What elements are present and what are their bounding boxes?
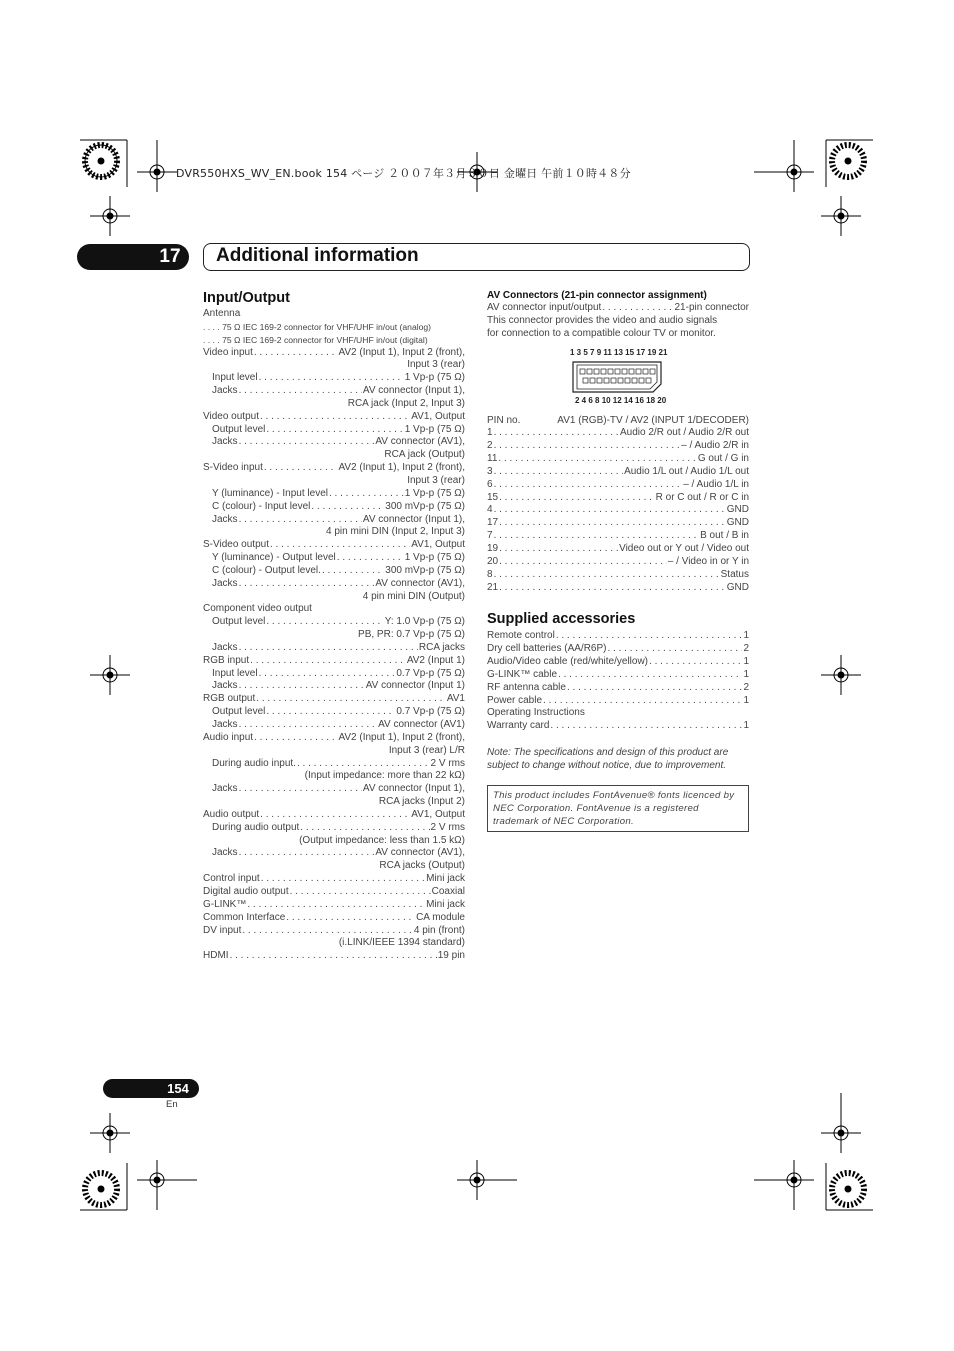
dot-leader [494, 504, 726, 517]
dot-leader [494, 440, 681, 453]
av-connectors-heading: AV Connectors (21-pin connector assignment) [487, 290, 707, 301]
dot-leader [259, 668, 396, 681]
dot-leader [337, 552, 404, 565]
pin-row [487, 440, 749, 453]
dot-leader [264, 462, 338, 475]
spec-row [203, 462, 465, 475]
spec-label: During audio input. [212, 757, 296, 769]
spec-value: 0.7 Vp-p (75 Ω) [396, 667, 465, 679]
av-connector-intro-value: 21-pin connector [674, 302, 749, 313]
spec-value: Y: 1.0 Vp-p (75 Ω) [384, 616, 465, 628]
spec-continuation: 4 pin mini DIN (Input 2, Input 3) [326, 526, 465, 538]
spec-row [203, 899, 465, 912]
spec-label: Common Interface [203, 911, 286, 923]
spec-label: Jacks [212, 719, 238, 730]
spec-row [203, 706, 465, 719]
spec-label: Video input [203, 346, 253, 358]
pin-row [487, 427, 749, 440]
spec-value: AV connector (AV1), [375, 847, 465, 859]
dot-leader [230, 950, 437, 963]
pin-row [487, 556, 749, 569]
sunburst-mark-top-left [80, 140, 127, 187]
dot-leader [297, 758, 430, 771]
pin-table-header-right: AV1 (RGB)-TV / AV2 (INPUT 1/DECODER) [557, 414, 749, 426]
pin-number: 6 [487, 478, 493, 490]
spec-continuation: Input 3 (rear) [407, 359, 465, 371]
accessory-item [487, 643, 749, 656]
right-column [487, 289, 749, 832]
pin-number: 2 [487, 440, 493, 452]
spec-label: Jacks [212, 783, 238, 795]
spec-label: C (colour) - Input level [212, 500, 311, 512]
specifications-note: Note: The specifications and design of this product are subject to change without notice, due to improvement. [487, 747, 729, 772]
av-connector-intro-line3: for connection to a compatible colour TV or monitor. [487, 327, 716, 339]
spec-value: 4 pin (front) [413, 924, 465, 936]
spec-row [203, 758, 465, 771]
dot-leader [239, 719, 378, 732]
dot-leader [499, 556, 667, 569]
pin-row [487, 492, 749, 505]
spec-label: RGB input [203, 654, 250, 666]
pin-signal: GND [726, 581, 749, 593]
spec-label: Jacks [212, 577, 238, 589]
fontavenue-notice-box: This product includes FontAvenue® fonts licenced by NEC Corporation. FontAvenue is a registered trademark of NEC Corporation. [487, 785, 749, 832]
spec-label: During audio output [212, 821, 300, 833]
spec-label: G-LINK™ [203, 898, 247, 910]
pin-number: 19 [487, 542, 499, 554]
spec-row [203, 514, 465, 527]
spec-value: AV2 (Input 1), Input 2 (front), [338, 346, 465, 358]
spec-subheading: Antenna [203, 308, 241, 319]
spec-value: Mini jack [426, 873, 465, 885]
dot-leader [556, 630, 743, 643]
spec-value: RCA jacks [418, 641, 465, 653]
accessory-qty: 2 [743, 681, 749, 693]
accessory-qty: 1 [743, 630, 749, 642]
spec-row [203, 424, 465, 437]
dot-leader [259, 372, 404, 385]
pin-number: 11 [487, 453, 498, 465]
av-connector-intro-row [487, 302, 749, 315]
dot-leader [239, 783, 362, 796]
dot-leader [550, 720, 742, 733]
spec-continuation: RCA jack (Input 2, Input 3) [347, 397, 465, 409]
input-output-section [203, 289, 465, 963]
pin-signal: – / Video in or Y in [667, 555, 749, 567]
spec-label: Jacks [212, 436, 238, 448]
file-header-line: DVR550HXS_WV_EN.book 154 ページ ２００７年３月３０日 金曜日 午前１０時４８分 [176, 167, 631, 180]
spec-row [203, 578, 465, 591]
spec-label: Output level [212, 706, 266, 718]
dot-leader [543, 695, 742, 708]
dot-leader [239, 680, 365, 693]
av-connector-intro-label: AV connector input/output [487, 302, 602, 313]
spec-continuation: (Output impedance: less than 1.5 kΩ) [299, 834, 465, 846]
spec-value: AV connector (AV1), [375, 577, 465, 589]
spec-value: AV1, Output [411, 410, 465, 422]
dot-leader [499, 543, 618, 556]
accessory-label: Warranty card [487, 720, 550, 732]
dot-leader [567, 682, 742, 695]
spec-row [203, 565, 465, 578]
pin-number: 4 [487, 504, 493, 516]
pin-signal: B out / B in [700, 530, 749, 542]
accessory-label: RF antenna cable [487, 681, 566, 693]
spec-label: S-Video output [203, 539, 269, 551]
pin-signal: Audio 2/R out / Audio 2/R out [620, 427, 749, 439]
pin-row [487, 517, 749, 530]
accessory-item [487, 656, 749, 669]
dot-leader [266, 706, 395, 719]
dot-leader [498, 453, 696, 466]
spec-value: AV1, Output [411, 808, 465, 820]
dot-leader [260, 411, 410, 424]
sunburst-mark-top-right [826, 140, 873, 187]
dot-leader [239, 514, 362, 527]
spec-value: 1 Vp-p (75 Ω) [404, 487, 465, 499]
spec-value: AV connector (AV1), [375, 436, 465, 448]
spec-value: 1 Vp-p (75 Ω) [404, 552, 465, 564]
spec-row [203, 873, 465, 886]
dot-leader [286, 912, 415, 925]
pin-signal: G out / G in [697, 453, 749, 465]
spec-label: Output level [212, 423, 266, 435]
spec-label: Input level [212, 667, 258, 679]
spec-label: Control input [203, 873, 260, 885]
spec-value: AV1 [446, 693, 465, 705]
spec-subheading: Component video output [203, 603, 312, 615]
spec-row [203, 436, 465, 449]
pin-row [487, 569, 749, 582]
spec-label: Input level [212, 372, 258, 384]
pin-number: 1 [487, 427, 493, 439]
chapter-number: 17 [159, 246, 181, 267]
spec-label: C (colour) - Output level. [212, 564, 321, 576]
spec-continuation: Input 3 (rear) L/R [388, 744, 465, 756]
spec-row [203, 719, 465, 732]
spec-value: AV connector (Input 1) [365, 680, 465, 692]
spec-row [203, 655, 465, 668]
pin-number: 20 [487, 555, 499, 567]
spec-value: AV connector (AV1) [378, 719, 465, 730]
pin-signal: GND [726, 504, 749, 516]
spec-row [203, 950, 465, 963]
spec-row [203, 693, 465, 706]
pin-signal: Video out or Y out / Video out [619, 542, 749, 554]
pin-number: 8 [487, 568, 493, 580]
pin-row [487, 582, 749, 595]
pin-number: 21 [487, 581, 499, 593]
pin-number: 15 [487, 491, 499, 503]
accessory-item: Operating Instructions [487, 707, 585, 719]
spec-row [203, 488, 465, 501]
spec-row [203, 680, 465, 693]
pin-number: 7 [487, 530, 493, 542]
spec-continuation: 4 pin mini DIN (Output) [362, 590, 465, 602]
pin-signal: Status [720, 568, 749, 580]
scart-pins-bottom-label: 2 4 6 8 10 12 14 16 18 20 [575, 395, 667, 405]
pin-signal: – / Audio 1/L in [683, 478, 749, 490]
spec-row [203, 668, 465, 681]
pin-table-header-left: PIN no. [487, 414, 521, 426]
spec-label: Audio output [203, 808, 260, 820]
dot-leader [499, 582, 726, 595]
dot-leader [239, 385, 362, 398]
dot-leader [260, 809, 410, 822]
spec-label: DV input [203, 924, 242, 936]
dot-leader [239, 578, 375, 591]
spec-continuation: RCA jack (Output) [384, 449, 465, 461]
dot-leader [247, 899, 425, 912]
pin-signal: Audio 1/L out / Audio 1/L out [624, 465, 749, 477]
dot-leader [242, 925, 413, 938]
spec-label: Y (luminance) - Input level [212, 487, 328, 499]
dot-leader [322, 565, 384, 578]
dot-leader [239, 642, 418, 655]
chapter-title: Additional information [216, 245, 419, 266]
spec-label: RGB output [203, 693, 256, 705]
dot-leader [239, 436, 375, 449]
spec-label: Audio input [203, 731, 254, 743]
accessory-item [487, 682, 749, 695]
spec-row [203, 912, 465, 925]
spec-value: 1 Vp-p (75 Ω) [404, 423, 465, 435]
spec-value: AV connector (Input 1), [362, 783, 465, 795]
spec-continuation: RCA jacks (Output) [379, 860, 465, 872]
spec-value: 0.7 Vp-p (75 Ω) [396, 706, 465, 718]
accessories-list [487, 630, 749, 733]
spec-row [203, 539, 465, 552]
spec-row [203, 732, 465, 745]
spec-label: Jacks [212, 641, 238, 653]
spec-row [203, 616, 465, 629]
spec-label: Jacks [212, 847, 238, 859]
accessories-heading: Supplied accessories [487, 611, 636, 628]
dot-leader [256, 693, 446, 706]
pin-assignment-table [487, 415, 749, 595]
spec-label: Jacks [212, 513, 238, 525]
spec-row [203, 372, 465, 385]
spec-value: 300 mVp-p (75 Ω) [385, 564, 465, 576]
accessory-item [487, 720, 749, 733]
sunburst-mark-bottom-left [80, 1163, 127, 1210]
spec-value: AV connector (Input 1), [362, 513, 465, 525]
pin-signal: R or C out / R or C in [655, 491, 749, 503]
spec-value: Mini jack [426, 898, 465, 910]
dot-leader [261, 873, 425, 886]
accessory-label: G-LINK™ cable [487, 668, 558, 680]
spec-label: Video output [203, 410, 259, 422]
spec-row [203, 925, 465, 938]
dot-leader [266, 616, 383, 629]
pin-row [487, 453, 749, 466]
dot-leader [266, 424, 403, 437]
page-language: En [166, 1099, 178, 1110]
accessory-qty: 1 [743, 694, 749, 706]
scart-connector-icon [571, 360, 663, 394]
spec-value: Coaxial [431, 885, 465, 897]
accessory-qty: 1 [743, 668, 749, 680]
dot-leader [494, 479, 683, 492]
spec-label: Jacks [212, 680, 238, 692]
pin-number: 17 [487, 517, 499, 529]
pin-row [487, 543, 749, 556]
spec-continuation: (Input impedance: more than 22 kΩ) [304, 770, 465, 782]
spec-detail: . . . . 75 Ω IEC 169-2 connector for VHF/UHF in/out (digital) [203, 334, 428, 345]
dot-leader [649, 656, 742, 669]
spec-label: Digital audio output [203, 885, 289, 897]
spec-row [203, 385, 465, 398]
spec-value: 2 V rms [430, 821, 465, 833]
scart-pins-top-label: 1 3 5 7 9 11 13 15 17 19 21 [570, 347, 668, 357]
spec-value: AV1, Output [411, 539, 465, 551]
spec-row [203, 783, 465, 796]
scart-connector-diagram [487, 349, 749, 409]
dot-leader [499, 517, 726, 530]
spec-value: 2 V rms [430, 757, 465, 769]
spec-row [203, 347, 465, 360]
dot-leader [494, 466, 624, 479]
av-connector-intro-line2: This connector provides the video and audio signals [487, 314, 718, 326]
pin-row [487, 530, 749, 543]
spec-value: AV2 (Input 1) [406, 654, 465, 666]
pin-table-header [487, 415, 749, 428]
spec-row [203, 847, 465, 860]
sunburst-mark-bottom-right [826, 1163, 873, 1210]
spec-value: AV connector (Input 1), [362, 385, 465, 397]
spec-label: Output level [212, 616, 266, 628]
spec-value: 1 Vp-p (75 Ω) [404, 372, 465, 384]
dot-leader [607, 643, 742, 656]
page-number: 154 [167, 1081, 189, 1096]
dot-leader [290, 886, 431, 899]
input-output-spec-list [203, 308, 465, 963]
pin-signal: – / Audio 2/R in [681, 440, 749, 452]
dot-leader [250, 655, 406, 668]
spec-row [203, 501, 465, 514]
dot-leader [494, 530, 700, 543]
dot-leader [300, 822, 429, 835]
pin-row [487, 466, 749, 479]
dot-leader [254, 347, 338, 360]
dot-leader [239, 847, 375, 860]
accessory-qty: 1 [743, 656, 749, 668]
dot-leader [311, 501, 384, 514]
pin-row [487, 479, 749, 492]
spec-value: AV2 (Input 1), Input 2 (front), [338, 462, 465, 474]
dot-leader [329, 488, 404, 501]
spec-row [203, 642, 465, 655]
spec-row [203, 411, 465, 424]
spec-row [203, 552, 465, 565]
spec-label: Jacks [212, 385, 238, 397]
pin-row [487, 504, 749, 517]
dot-leader [254, 732, 337, 745]
spec-value: AV2 (Input 1), Input 2 (front), [338, 731, 465, 743]
input-output-heading: Input/Output [203, 290, 290, 306]
dot-leader [558, 669, 742, 682]
spec-continuation: PB, PR: 0.7 Vp-p (75 Ω) [358, 629, 465, 641]
spec-label: S-Video input [203, 462, 263, 474]
spec-detail: . . . . 75 Ω IEC 169-2 connector for VHF/UHF in/out (analog) [203, 321, 432, 332]
dot-leader [494, 427, 619, 440]
dot-leader [494, 569, 720, 582]
pin-number: 3 [487, 465, 493, 477]
accessory-qty: 1 [743, 720, 749, 732]
spec-label: Y (luminance) - Output level [212, 552, 336, 564]
spec-row [203, 809, 465, 822]
accessory-item [487, 630, 749, 643]
dot-leader [499, 492, 655, 505]
spec-row [203, 822, 465, 835]
spec-label: HDMI [203, 950, 229, 962]
spec-continuation: (i.LINK/IEEE 1394 standard) [338, 937, 465, 949]
accessory-label: Remote control [487, 630, 555, 642]
spec-row [203, 886, 465, 899]
accessory-item [487, 669, 749, 682]
spec-value: 19 pin [437, 950, 465, 962]
accessory-qty: 2 [743, 643, 749, 655]
spec-continuation: Input 3 (rear) [407, 474, 465, 486]
spec-value: CA module [416, 911, 465, 923]
spec-value: 300 mVp-p (75 Ω) [385, 500, 465, 512]
spec-continuation: RCA jacks (Input 2) [378, 796, 465, 808]
dot-leader [270, 539, 410, 552]
accessory-label: Audio/Video cable (red/white/yellow) [487, 656, 649, 668]
accessory-label: Dry cell batteries (AA/R6P) [487, 643, 607, 655]
accessory-label: Power cable [487, 694, 543, 706]
pin-signal: GND [726, 517, 749, 529]
accessory-item [487, 695, 749, 708]
